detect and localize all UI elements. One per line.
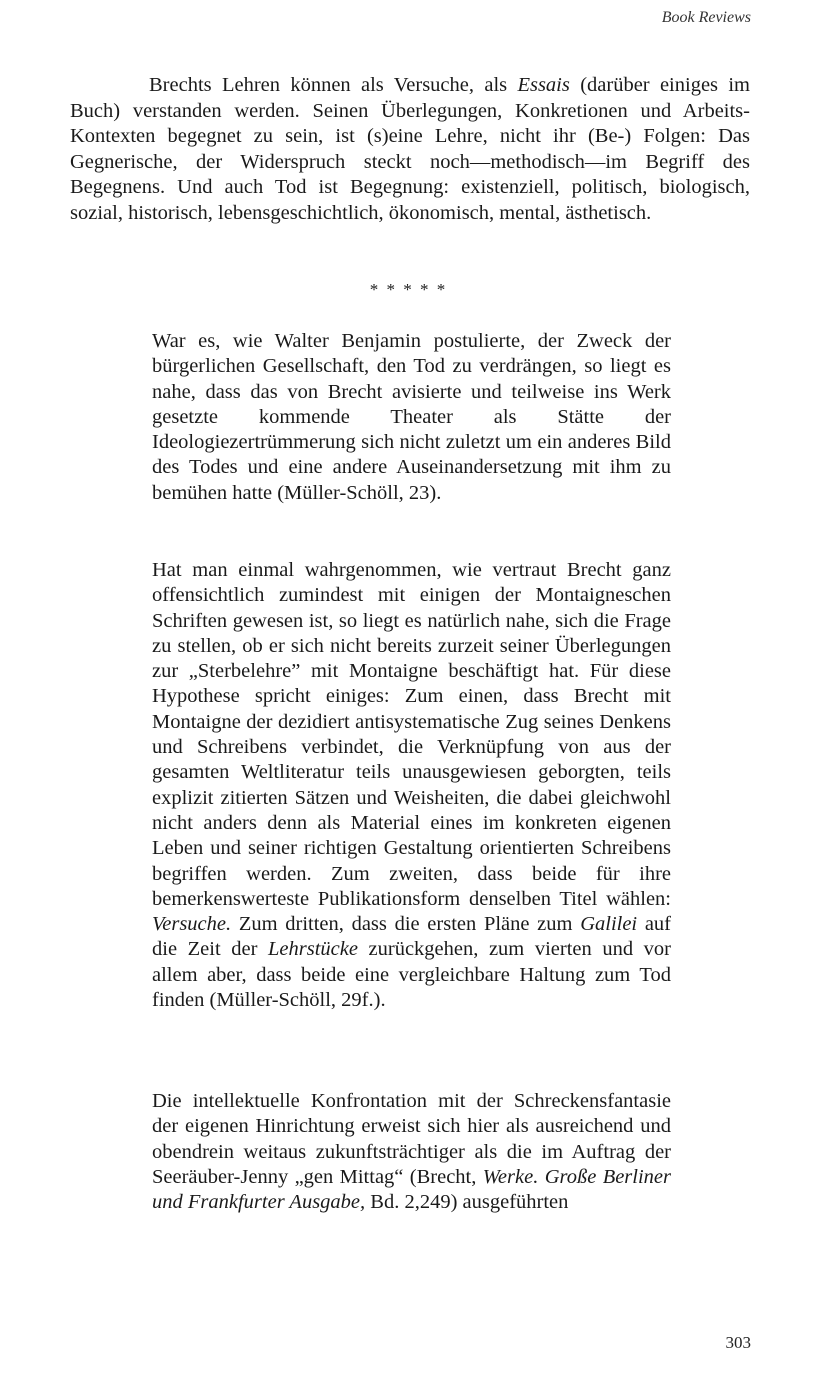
quote2-text-4: zurückgehen, zum vierten und vor allem aber, dass beide eine vergleichbare Haltung zum Tod finden (Müller-Schöll, 29f.). — [152, 938, 671, 1012]
quote2-lehrstuecke: Lehrstücke — [267, 938, 358, 961]
quote3-text-1: Die intellektuelle Konfrontation mit der Schreckensfantasie der eigenen Hinrichtung erweist sich hier als ausreichend und obendrein weitaus zukunftsträchtiger als die im Auftrag der Seeräuber-Jenny „gen Mittag“ (Brecht, — [152, 1090, 671, 1188]
page-number: 303 — [725, 1333, 751, 1352]
intro-text-1: Brechts Lehren können als Versuche, als — [149, 74, 518, 96]
quote3-werke: Werke. Große Berliner und Frankfurter Ausgabe, — [152, 1165, 672, 1214]
section-separator: * * * * * — [369, 280, 448, 299]
quote3-text-2: Bd. 2,249) ausgeführten — [365, 1191, 569, 1214]
quote2-text-2: Zum dritten, dass die ersten Pläne zum — [231, 913, 581, 936]
quote2-versuche: Versuche. — [152, 913, 232, 936]
block-quote-1: War es, wie Walter Benjamin postulierte, der Zweck der bürgerlichen Gesellschaft, den Tod zu verdrängen, so liegt es nahe, dass das von Brecht avisierte und teilweise ins Werk gesetzte kommende Theater als Stätte der Ideologiezertrümmerung sich nicht zuletzt um ein anderes Bild des Todes und eine andere Auseinandersetzung mit ihm zu bemühen hatte (Müller-Schöll, 23). — [152, 330, 671, 504]
running-head: Book Reviews — [661, 9, 751, 26]
block-quote-2 — [152, 558, 671, 1013]
intro-text-2: (darüber einiges im Buch) verstanden werden. Seinen Überlegungen, Konkretionen und Arbeits-Kontexten begegnet zu sein, ist (s)eine Lehre, nicht ihr (Be-) Folgen: Das Gegnerische, der Widerspruch steckt noch—methodisch—im Begriff des Begegnens. Und auch Tod ist Begegnung: existenziell, politisch, biologisch, sozial, historisch, lebensgeschichtlich, ökonomisch, mental, ästhetisch. — [70, 74, 750, 224]
intro-essais: Essais — [517, 74, 570, 96]
block-quote-3 — [152, 1089, 671, 1215]
quote2-galilei: Galilei — [580, 913, 638, 936]
intro-paragraph — [70, 73, 750, 227]
quote2-text-3: auf die Zeit der — [152, 913, 671, 961]
quote2-text-1: Hat man einmal wahrgenommen, wie vertraut Brecht ganz offensichtlich zumindest mit einigen der Montaigneschen Schriften gewesen ist, so liegt es natürlich nahe, sich die Frage zu stellen, ob er sich nicht bereits zurzeit seiner Überlegungen zur „Sterbelehre” mit Montaigne beschäftigt hat. Für diese Hypothese spricht einiges: Zum einen, dass Brecht mit Montaigne der dezidiert antisystematische Zug seines Denkens und Schreibens verbindet, die Verknüpfung von aus der gesamten Weltliteratur teils unausgewiesen geborgten, teils explizit zitierten Sätzen und Weisheiten, die dabei gleichwohl nicht anders denn als Material eines im konkreten eigenen Leben und seiner richtigen Gestaltung orientierten Schreibens begriffen werden. Zum zweiten, dass beide für ihre bemerkenswerteste Publikationsform denselben Titel wählen: — [152, 559, 671, 910]
